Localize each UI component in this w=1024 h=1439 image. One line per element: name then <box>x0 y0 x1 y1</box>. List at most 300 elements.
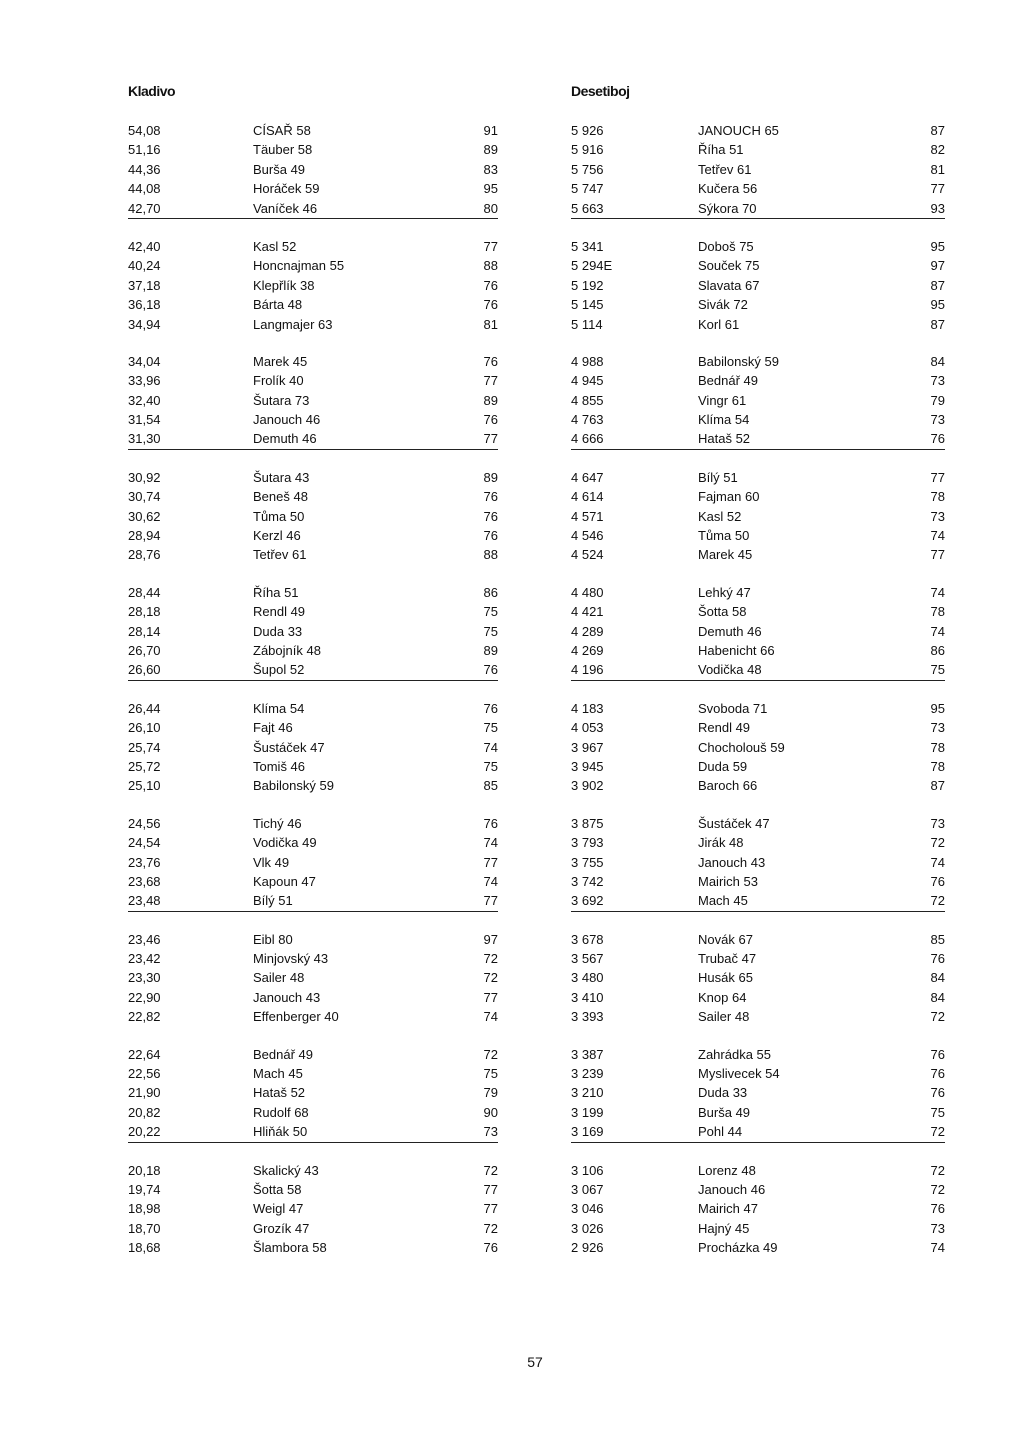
performance: 4 421 <box>571 604 604 620</box>
year: 77 <box>483 373 498 389</box>
athlete-name: Frolík 40 <box>253 373 304 389</box>
athlete-name: Täuber 58 <box>253 142 313 158</box>
result-row <box>128 757 498 776</box>
year: 76 <box>483 528 498 544</box>
performance: 20,22 <box>128 1124 161 1140</box>
result-row <box>128 1161 498 1180</box>
performance: 54,08 <box>128 123 161 138</box>
year: 78 <box>930 739 945 755</box>
result-row <box>128 352 498 371</box>
athlete-name: Sivák 72 <box>698 297 748 313</box>
performance: 3 678 <box>571 931 604 947</box>
performance: 3 692 <box>571 893 604 909</box>
performance: 23,76 <box>128 854 161 870</box>
result-row <box>571 295 945 314</box>
column-kladivo <box>128 83 498 1276</box>
result-row <box>571 121 945 140</box>
athlete-name: Duda 33 <box>698 1085 748 1101</box>
performance: 4 269 <box>571 642 604 658</box>
performance: 3 755 <box>571 854 604 870</box>
year: 95 <box>930 238 945 254</box>
result-row <box>128 641 498 660</box>
result-row <box>128 429 498 449</box>
result-row <box>128 872 498 891</box>
athlete-name: Knop 64 <box>698 989 747 1005</box>
year: 81 <box>930 161 945 177</box>
performance: 3 239 <box>571 1066 604 1082</box>
column-desetiboj <box>571 83 945 1276</box>
performance: 34,04 <box>128 353 161 369</box>
year: 89 <box>483 392 498 408</box>
result-row <box>128 468 498 487</box>
athlete-name: Sailer 48 <box>253 970 305 986</box>
athlete-name: Šotta 58 <box>698 604 747 620</box>
performance: 30,62 <box>128 508 161 524</box>
athlete-name: Říha 51 <box>698 142 744 158</box>
year: 74 <box>930 854 945 870</box>
result-row <box>571 602 945 621</box>
performance: 31,54 <box>128 412 161 428</box>
athlete-name: Marek 45 <box>253 353 308 369</box>
athlete-name: Slavata 67 <box>698 277 760 293</box>
year: 72 <box>930 1124 945 1140</box>
performance: 22,82 <box>128 1009 161 1025</box>
year: 89 <box>483 469 498 485</box>
year: 81 <box>483 316 498 332</box>
year: 88 <box>483 547 498 563</box>
column-title: Desetiboj <box>571 83 630 99</box>
athlete-name: Fajt 46 <box>253 720 293 736</box>
athlete-name: Tůma 50 <box>253 508 305 524</box>
performance: 18,98 <box>128 1201 161 1217</box>
performance: 25,72 <box>128 758 161 774</box>
result-row <box>571 814 945 833</box>
result-row <box>571 1199 945 1218</box>
result-row <box>571 487 945 506</box>
year: 84 <box>930 970 945 986</box>
athlete-name: Janouch 46 <box>253 412 321 428</box>
result-row <box>128 315 498 334</box>
result-group <box>128 814 498 912</box>
year: 74 <box>930 623 945 639</box>
result-row <box>128 1238 498 1257</box>
result-group <box>571 583 945 681</box>
result-row <box>128 1007 498 1026</box>
athlete-name: Říha 51 <box>253 584 299 600</box>
performance: 4 945 <box>571 373 604 389</box>
result-row <box>571 757 945 776</box>
year: 78 <box>930 489 945 505</box>
performance: 22,90 <box>128 989 161 1005</box>
result-row <box>128 121 498 140</box>
result-row <box>571 410 945 429</box>
athlete-name: Grozík 47 <box>253 1220 310 1236</box>
performance: 51,16 <box>128 142 161 158</box>
result-row <box>571 237 945 256</box>
year: 76 <box>930 431 945 447</box>
performance: 4 855 <box>571 392 604 408</box>
athlete-name: Zahrádka 55 <box>698 1046 771 1062</box>
result-row <box>571 949 945 968</box>
year: 79 <box>483 1085 498 1101</box>
athlete-name: Skalický 43 <box>253 1162 319 1178</box>
athlete-name: Novák 67 <box>698 931 753 947</box>
year: 74 <box>483 739 498 755</box>
performance: 5 192 <box>571 277 604 293</box>
year: 72 <box>930 1162 945 1178</box>
performance: 23,42 <box>128 951 161 967</box>
year: 72 <box>930 835 945 851</box>
year: 74 <box>483 835 498 851</box>
performance: 5 916 <box>571 142 604 158</box>
result-row <box>571 199 945 219</box>
result-group <box>128 468 498 565</box>
result-group <box>571 468 945 565</box>
performance: 44,36 <box>128 161 161 177</box>
result-row <box>128 1122 498 1142</box>
year: 76 <box>483 277 498 293</box>
athlete-name: Trubač 47 <box>698 951 757 967</box>
performance: 3 742 <box>571 873 604 889</box>
performance: 32,40 <box>128 392 161 408</box>
year: 87 <box>930 277 945 293</box>
athlete-name: Weigl 47 <box>253 1201 304 1217</box>
result-row <box>571 968 945 987</box>
year: 73 <box>930 412 945 428</box>
athlete-name: Bednář 49 <box>253 1046 313 1062</box>
year: 95 <box>930 297 945 313</box>
athlete-name: Eibl 80 <box>253 931 293 947</box>
result-row <box>571 930 945 949</box>
result-row <box>128 1083 498 1102</box>
result-row <box>571 545 945 564</box>
athlete-name: Horáček 59 <box>253 181 320 197</box>
result-row <box>128 1045 498 1064</box>
year: 89 <box>483 642 498 658</box>
athlete-name: Kasl 52 <box>698 508 742 524</box>
performance: 5 747 <box>571 181 604 197</box>
performance: 23,30 <box>128 970 161 986</box>
result-row <box>571 391 945 410</box>
result-group <box>571 352 945 450</box>
performance: 28,14 <box>128 623 161 639</box>
result-row <box>128 371 498 390</box>
performance: 34,94 <box>128 316 161 332</box>
performance: 3 793 <box>571 835 604 851</box>
performance: 36,18 <box>128 297 161 313</box>
performance: 28,94 <box>128 528 161 544</box>
result-row <box>128 930 498 949</box>
athlete-name: CÍSAŘ 58 <box>253 123 311 138</box>
performance: 3 169 <box>571 1124 604 1140</box>
performance: 42,40 <box>128 238 161 254</box>
result-row <box>571 988 945 1007</box>
year: 84 <box>930 989 945 1005</box>
performance: 22,56 <box>128 1066 161 1082</box>
performance: 3 106 <box>571 1162 604 1178</box>
athlete-name: Sailer 48 <box>698 1009 750 1025</box>
performance: 26,10 <box>128 720 161 736</box>
result-row <box>571 276 945 295</box>
year: 74 <box>483 1009 498 1025</box>
year: 93 <box>930 200 945 216</box>
athlete-name: Effenberger 40 <box>253 1009 339 1025</box>
athlete-name: JANOUCH 65 <box>698 123 779 138</box>
result-row <box>571 622 945 641</box>
year: 76 <box>483 412 498 428</box>
result-row <box>128 410 498 429</box>
athlete-name: Husák 65 <box>698 970 753 986</box>
athlete-name: Rudolf 68 <box>253 1104 309 1120</box>
athlete-name: Demuth 46 <box>698 623 762 639</box>
year: 83 <box>483 161 498 177</box>
result-row <box>128 160 498 179</box>
year: 76 <box>483 815 498 831</box>
year: 77 <box>930 469 945 485</box>
result-row <box>571 1238 945 1257</box>
result-group <box>128 930 498 1027</box>
athlete-name: Mach 45 <box>698 893 748 909</box>
year: 84 <box>930 353 945 369</box>
result-row <box>128 1219 498 1238</box>
result-row <box>128 1180 498 1199</box>
year: 75 <box>483 604 498 620</box>
athlete-name: Vodička 49 <box>253 835 317 851</box>
athlete-name: Šustáček 47 <box>253 739 325 755</box>
result-row <box>128 718 498 737</box>
result-row <box>571 371 945 390</box>
performance: 3 902 <box>571 778 604 794</box>
year: 72 <box>483 1220 498 1236</box>
athlete-name: Šlambora 58 <box>253 1240 327 1256</box>
performance: 3 945 <box>571 758 604 774</box>
result-row <box>128 179 498 198</box>
athlete-name: Langmajer 63 <box>253 316 333 332</box>
result-row <box>128 487 498 506</box>
athlete-name: Vlk 49 <box>253 854 290 870</box>
performance: 26,70 <box>128 642 161 658</box>
performance: 5 145 <box>571 297 604 313</box>
athlete-name: Doboš 75 <box>698 238 754 254</box>
performance: 3 210 <box>571 1085 604 1101</box>
athlete-name: Kasl 52 <box>253 238 297 254</box>
athlete-name: Šustáček 47 <box>698 815 770 831</box>
year: 88 <box>483 258 498 274</box>
athlete-name: Vingr 61 <box>698 392 747 408</box>
athlete-name: Korl 61 <box>698 316 740 332</box>
result-row <box>571 526 945 545</box>
result-group <box>571 699 945 796</box>
athlete-name: Kučera 56 <box>698 181 758 197</box>
result-group <box>571 237 945 334</box>
athlete-name: Šotta 58 <box>253 1181 302 1197</box>
performance: 5 114 <box>571 316 603 332</box>
year: 78 <box>930 604 945 620</box>
results-list <box>571 121 945 1258</box>
result-row <box>571 833 945 852</box>
performance: 37,18 <box>128 277 161 293</box>
year: 75 <box>483 720 498 736</box>
year: 72 <box>483 970 498 986</box>
athlete-name: Jirák 48 <box>698 835 744 851</box>
result-row <box>571 140 945 159</box>
result-row <box>128 1103 498 1122</box>
athlete-name: Šutara 73 <box>253 392 310 408</box>
result-row <box>128 1199 498 1218</box>
year: 91 <box>483 123 498 138</box>
performance: 2 926 <box>571 1240 604 1256</box>
athlete-name: Bílý 51 <box>698 469 738 485</box>
result-row <box>128 988 498 1007</box>
year: 80 <box>483 200 498 216</box>
performance: 4 988 <box>571 353 604 369</box>
year: 75 <box>930 1104 945 1120</box>
year: 73 <box>483 1124 498 1140</box>
athlete-name: Burša 49 <box>253 161 306 177</box>
performance: 3 480 <box>571 970 604 986</box>
performance: 20,18 <box>128 1162 161 1178</box>
year: 82 <box>930 142 945 158</box>
performance: 3 387 <box>571 1046 604 1062</box>
result-row <box>128 776 498 795</box>
performance: 4 546 <box>571 528 604 544</box>
year: 72 <box>483 1046 498 1062</box>
athlete-name: Tetřev 61 <box>253 547 307 563</box>
year: 77 <box>930 547 945 563</box>
athlete-name: Pohl 44 <box>698 1124 743 1140</box>
performance: 30,74 <box>128 489 161 505</box>
year: 86 <box>483 584 498 600</box>
performance: 31,30 <box>128 431 161 447</box>
performance: 19,74 <box>128 1181 161 1197</box>
result-row <box>571 468 945 487</box>
result-row <box>128 853 498 872</box>
athlete-name: Tůma 50 <box>698 528 750 544</box>
athlete-name: Mairich 53 <box>698 873 758 889</box>
athlete-name: Lehký 47 <box>698 584 751 600</box>
athlete-name: Hliňák 50 <box>253 1124 308 1140</box>
year: 95 <box>930 700 945 716</box>
result-row <box>571 179 945 198</box>
results-list <box>128 121 498 1258</box>
result-row <box>571 660 945 680</box>
athlete-name: Honcnajman 55 <box>253 258 345 274</box>
result-row <box>571 1180 945 1199</box>
athlete-name: Kapoun 47 <box>253 873 316 889</box>
year: 76 <box>483 700 498 716</box>
athlete-name: Svoboda 71 <box>698 700 768 716</box>
result-group <box>571 121 945 219</box>
year: 97 <box>930 258 945 274</box>
result-row <box>571 1103 945 1122</box>
year: 75 <box>483 623 498 639</box>
athlete-name: Tomiš 46 <box>253 758 306 774</box>
result-row <box>128 814 498 833</box>
result-group <box>571 930 945 1027</box>
result-row <box>571 256 945 275</box>
performance: 5 926 <box>571 123 604 138</box>
athlete-name: Rendl 49 <box>253 604 306 620</box>
result-row <box>571 853 945 872</box>
year: 73 <box>930 373 945 389</box>
athlete-name: Burša 49 <box>698 1104 751 1120</box>
result-row <box>128 199 498 219</box>
athlete-name: Klíma 54 <box>698 412 750 428</box>
result-row <box>571 872 945 891</box>
year: 76 <box>483 297 498 313</box>
performance: 23,48 <box>128 893 161 909</box>
result-row <box>128 295 498 314</box>
year: 76 <box>483 489 498 505</box>
year: 78 <box>930 758 945 774</box>
year: 97 <box>483 931 498 947</box>
year: 76 <box>930 1066 945 1082</box>
result-row <box>128 526 498 545</box>
athlete-name: Janouch 43 <box>698 854 766 870</box>
year: 74 <box>930 528 945 544</box>
athlete-name: Vaníček 46 <box>253 200 318 216</box>
result-row <box>571 1045 945 1064</box>
athlete-name: Mairich 47 <box>698 1201 758 1217</box>
year: 72 <box>930 893 945 909</box>
year: 77 <box>483 989 498 1005</box>
year: 77 <box>483 893 498 909</box>
athlete-name: Habenicht 66 <box>698 642 775 658</box>
performance: 42,70 <box>128 200 161 216</box>
performance: 5 341 <box>571 238 604 254</box>
performance: 4 666 <box>571 431 604 447</box>
performance: 3 393 <box>571 1009 604 1025</box>
result-row <box>571 776 945 795</box>
result-group <box>128 121 498 219</box>
result-row <box>571 699 945 718</box>
year: 76 <box>930 1085 945 1101</box>
result-row <box>128 391 498 410</box>
athlete-name: Bednář 49 <box>698 373 758 389</box>
performance: 23,46 <box>128 931 161 947</box>
year: 77 <box>483 854 498 870</box>
performance: 3 046 <box>571 1201 604 1217</box>
performance: 4 289 <box>571 623 604 639</box>
athlete-name: Klíma 54 <box>253 700 305 716</box>
result-group <box>571 1161 945 1258</box>
performance: 3 875 <box>571 815 604 831</box>
performance: 18,70 <box>128 1220 161 1236</box>
athlete-name: Janouch 46 <box>698 1181 766 1197</box>
result-row <box>128 545 498 564</box>
result-group <box>128 1045 498 1143</box>
result-group <box>571 814 945 912</box>
performance: 4 524 <box>571 547 604 563</box>
result-row <box>128 583 498 602</box>
year: 77 <box>483 1181 498 1197</box>
result-row <box>571 1161 945 1180</box>
athlete-name: Baroch 66 <box>698 778 758 794</box>
result-row <box>128 891 498 911</box>
year: 85 <box>930 931 945 947</box>
performance: 25,74 <box>128 739 161 755</box>
performance: 40,24 <box>128 258 161 274</box>
result-row <box>571 1007 945 1026</box>
athlete-name: Duda 59 <box>698 758 748 774</box>
performance: 5 663 <box>571 200 604 216</box>
year: 72 <box>930 1009 945 1025</box>
year: 74 <box>483 873 498 889</box>
performance: 22,64 <box>128 1046 161 1062</box>
result-row <box>571 1083 945 1102</box>
athlete-name: Klepřlík 38 <box>253 277 315 293</box>
year: 74 <box>930 584 945 600</box>
